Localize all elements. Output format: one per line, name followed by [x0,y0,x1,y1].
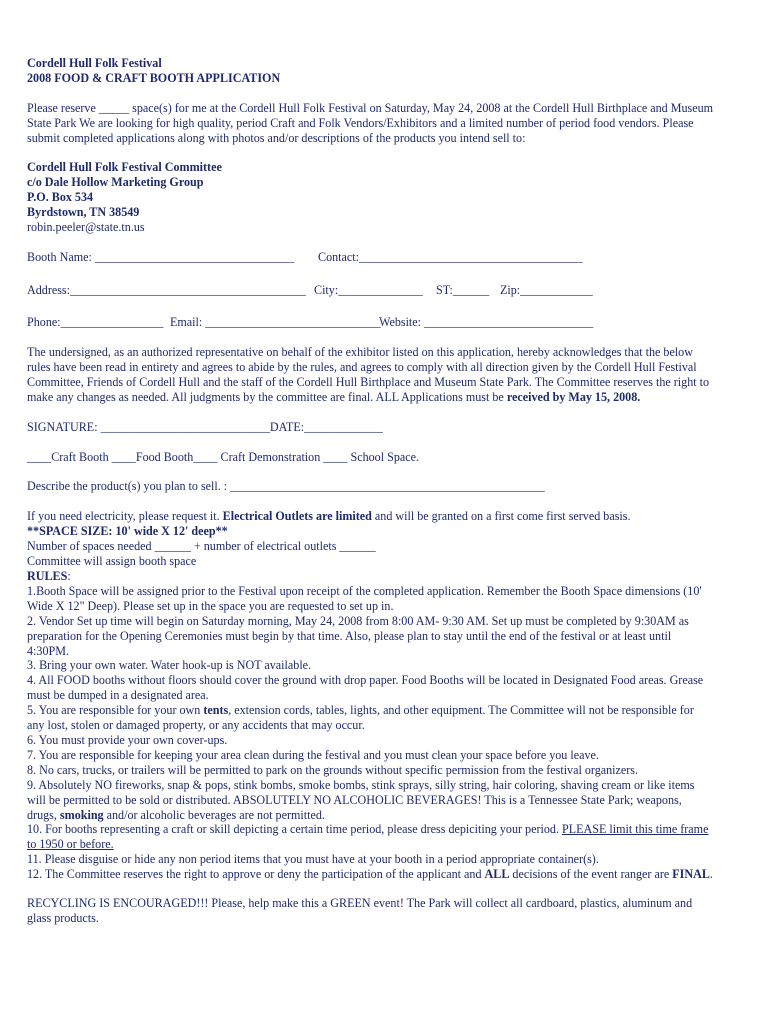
describe-products-field[interactable]: Describe the product(s) you plan to sell. : ____________________________________________________ [27,479,545,493]
spaces-needed-field[interactable]: Number of spaces needed ______ + number of electrical outlets ______ [27,539,376,553]
rule-9-smoking: smoking [59,808,104,822]
electricity-text-end: and will be granted on a first come first served basis. [371,509,631,523]
address-po-box: P.O. Box 534 [27,190,94,204]
rule-9-line-2: will be permitted to be sold or distributed. ABSOLUTELY NO ALCOHOLIC BEVERAGES! This is a Tennessee State Park; weapons, [27,793,682,807]
rule-5-text-end: , extension cords, tables, lights, and other equipment. The Committee will not be responsible for [228,703,694,717]
recycling-line-1: RECYCLING IS ENCOURAGED!!! Please, help make this a GREEN event! The Park will collect all cardboard, plastics, aluminum and [27,896,693,910]
signature-row [27,420,383,435]
signature-label: SIGNATURE: [27,420,98,434]
rule-6: 6. You must provide your own cover-ups. [27,733,228,747]
rule-9-text: drugs, [27,808,60,822]
agreement-line-4 [27,390,640,405]
address-committee: Cordell Hull Folk Festival Committee [27,160,222,174]
rule-9-text-end: and/or alcoholic beverages are not permitted. [103,808,325,822]
rule-9-line-3 [27,808,325,823]
address-care-of: c/o Dale Hollow Marketing Group [27,175,204,189]
email-field[interactable]: Email: _____________________________ [170,315,381,329]
rule-7: 7. You are responsible for keeping your area clean during the festival and you must clean your space before you leave. [27,748,599,762]
contact-email: robin.peeler@state.tn.us [27,220,145,234]
agreement-line-1: The undersigned, as an authorized representative on behalf of the exhibitor listed on this application, hereby acknowledges that the below [27,345,693,359]
electricity-text: If you need electricity, please request it. [27,509,223,523]
rule-5-text: 5. You are responsible for your own [27,703,204,717]
rule-5-line-2: any lost, stolen or damaged property, or any accidents that may occur. [27,718,365,732]
rule-12-all: ALL [484,867,510,881]
phone-field[interactable]: Phone:_________________ [27,315,164,329]
rule-12 [27,867,713,882]
rule-3: 3. Bring your own water. Water hook-up is NOT available. [27,658,312,672]
rule-12-period: . [709,867,713,881]
rules-heading-text: RULES [27,569,68,583]
space-size: **SPACE SIZE: 10' wide X 12' deep** [27,524,228,538]
rule-10-line-1 [27,822,708,837]
city-field[interactable]: City:______________ [314,283,423,297]
rule-1-line-2: Wide X 12" Deep). Please set up in the space you are requested to set up in. [27,599,394,613]
signature-field[interactable]: ____________________________ [97,420,270,434]
intro-line-3: submit completed applications along with photos and/or descriptions of the products you intend sell to: [27,131,526,145]
rule-2-line-3: 4:30PM. [27,644,70,658]
rule-10-line-2: to 1950 or before. [27,837,114,851]
rule-1-line-1: 1.Booth Space will be assigned prior to the Festival upon receipt of the completed application. Remember the Booth Space dimensions (10' [27,584,702,598]
address-city-state: Byrdstown, TN 38549 [27,205,140,219]
electricity-limited: Electrical Outlets are limited [222,509,372,523]
zip-field[interactable]: Zip:____________ [500,283,593,297]
rules-heading [27,569,71,584]
rule-9-line-1: 9. Absolutely NO fireworks, snap & pops, stink bombs, smoke bombs, stink sprays, silly string, hair coloring, shaving cream or like items [27,778,695,792]
website-field[interactable]: Website: ____________________________ [379,315,594,329]
agreement-line-3: Committee, Friends of Cordell Hull and the staff of the Cordell Hull Birthplace and Museum State Park. The Committee reserves the right to [27,375,710,389]
rule-5-line-1 [27,703,694,718]
rule-4-line-1: 4. All FOOD booths without floors should cover the ground with drop paper. Food Booths will be located in Designated Food areas. Grease [27,673,704,687]
intro-line-1: Please reserve _____ space(s) for me at the Cordell Hull Folk Festival on Saturday, May 24, 2008 at the Cordell Hull Birthplace and Museum [27,101,714,115]
rule-12-final: FINAL [672,867,710,881]
agreement-text: make any changes as needed. All judgments by the committee are final. ALL Applications must be [27,390,507,404]
date-field[interactable]: DATE:_____________ [269,420,383,434]
agreement-line-2: rules have been read in entirety and agrees to abide by the rules, and agrees to comply with all direction given by the Cordell Hull Festival [27,360,697,374]
application-title: 2008 FOOD & CRAFT BOOTH APPLICATION [27,71,281,85]
rule-10-limit: PLEASE limit this time frame [562,822,709,836]
rule-8: 8. No cars, trucks, or trailers will be permitted to park on the grounds without specific permission from the festival organizers. [27,763,639,777]
electricity-notice [27,509,631,524]
booth-name-field[interactable]: Booth Name: _________________________________ [27,250,295,264]
assign-note: Committee will assign booth space [27,554,197,568]
recycling-line-2: glass products. [27,911,99,925]
rule-10-text: 10. For booths representing a craft or skill depicting a certain time period, please dress depiciting your period. [27,822,562,836]
rules-heading-colon: : [67,569,71,583]
rule-5-tents: tents [203,703,229,717]
rule-12-text: 12. The Committee reserves the right to approve or deny the participation of the applicant and [27,867,485,881]
state-field[interactable]: ST:______ [436,283,490,297]
rule-11: 11. Please disguise or hide any non period items that you must have at your booth in a period appropriate container(s). [27,852,599,866]
rule-2-line-2: preparation for the Opening Ceremonies must begin by that time. Also, please plan to stay until the end of the festival or at least until [27,629,672,643]
rule-2-line-1: 2. Vendor Set up time will begin on Saturday morning, May 24, 2008 from 8:00 AM- 9:30 AM. Set up must be completed by 9:30AM as [27,614,689,628]
rule-12-text-mid: decisions of the event ranger are [509,867,673,881]
address-field[interactable]: Address:_______________________________________ [27,283,306,297]
booth-type-options[interactable]: ____Craft Booth ____Food Booth____ Craft Demonstration ____ School Space. [27,450,420,464]
contact-field[interactable]: Contact:_____________________________________ [318,250,583,264]
festival-title: Cordell Hull Folk Festival [27,56,162,70]
rule-4-line-2: must be dumped in a designated area. [27,688,209,702]
deadline-text: received by May 15, 2008. [506,390,641,404]
intro-line-2: State Park We are looking for high quality, period Craft and Folk Vendors/Exhibitors and a limited number of period food vendors. Please [27,116,694,130]
